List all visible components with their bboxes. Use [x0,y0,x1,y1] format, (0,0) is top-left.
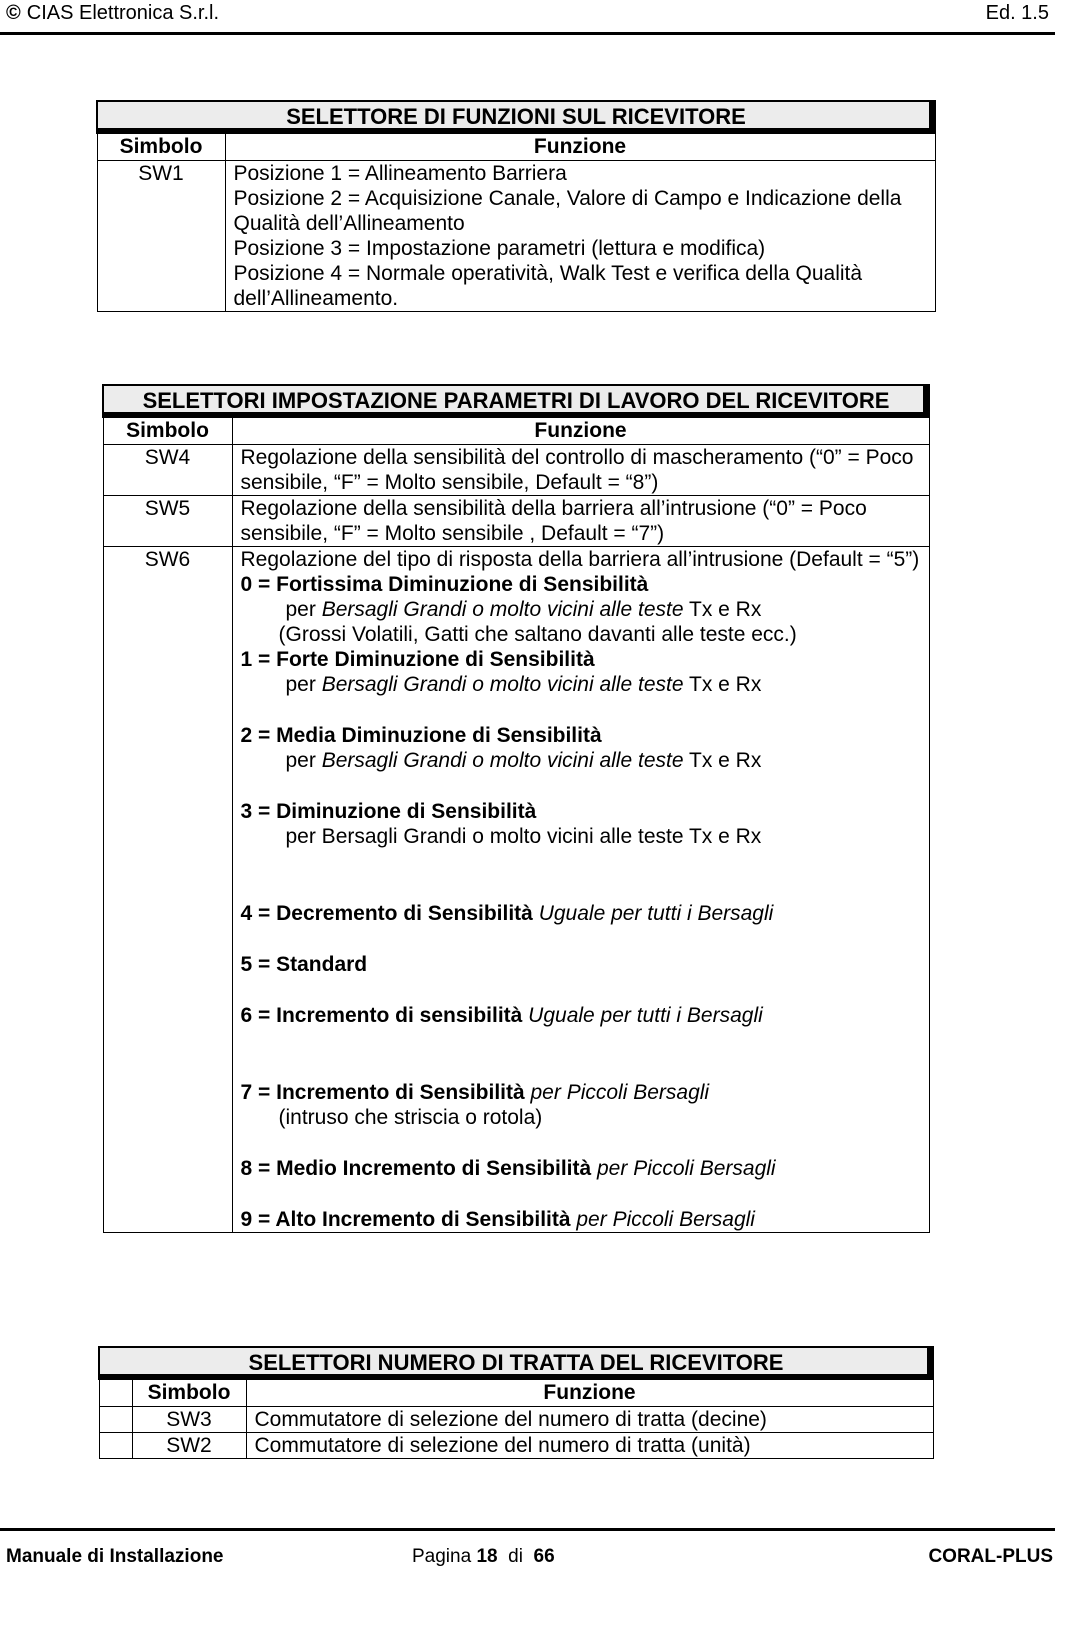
row-symbol: SW5 [103,496,232,547]
empty-column-header [99,1379,132,1407]
page-header-left [6,2,219,25]
row-function: Commutatore di selezione del numero di tratta (unità) [246,1433,933,1459]
copyright-symbol: © [6,2,21,24]
position-line: Posizione 1 = Allineamento Barriera [233,162,567,185]
column-header-symbol: Simbolo [97,133,225,161]
option-8: 8 = Medio Incremento di Sensibilità per Piccoli Bersagli [240,1157,776,1180]
footer-rule [0,1528,1055,1531]
option-2-title: 2 = Media Diminuzione di Sensibilità [240,724,602,747]
option-9: 9 = Alto Incremento di Sensibilità per Piccoli Bersagli [240,1208,755,1231]
table-title: SELETTORI IMPOSTAZIONE PARAMETRI DI LAVORO DEL RICEVITORE [103,385,929,417]
option-2-target: per Bersagli Grandi o molto vicini alle teste Tx e Rx [285,749,762,772]
row-symbol: SW4 [103,445,232,496]
row-function: Commutatore di selezione del numero di tratta (decine) [246,1407,933,1433]
table-row [99,1407,933,1433]
sw6-intro: Regolazione del tipo di risposta della barriera all’intrusione (Default = “5”) [240,548,920,571]
table-row [103,445,929,496]
option-5: 5 = Standard [240,953,368,976]
table-row [97,161,935,312]
option-0-note: (Grossi Volatili, Gatti che saltano davanti alle teste ecc.) [278,623,797,646]
table-row [103,547,929,1233]
option-0-target: per Bersagli Grandi o molto vicini alle teste Tx e Rx [285,598,762,621]
parameter-selector-table [102,384,930,1233]
position-line: Posizione 3 = Impostazione parametri (lettura e modifica) [233,237,766,260]
edition-label: Ed. 1.5 [985,2,1049,24]
option-0-title: 0 = Fortissima Diminuzione di Sensibilità [240,573,649,596]
option-3-target: per Bersagli Grandi o molto vicini alle teste Tx e Rx [285,825,762,848]
row-function [225,161,935,312]
empty-cell [99,1407,132,1433]
table-row [99,1433,933,1459]
manual-title: Manuale di Installazione [6,1546,224,1567]
column-header-symbol: Simbolo [103,417,232,445]
table-row [103,496,929,547]
product-name: CORAL-PLUS [928,1546,1053,1567]
row-symbol: SW2 [132,1433,246,1459]
row-symbol: SW3 [132,1407,246,1433]
option-4: 4 = Decremento di Sensibilità Uguale per tutti i Bersagli [240,902,774,925]
function-selector-table [96,100,936,312]
column-header-function: Funzione [225,133,935,161]
header-rule [0,32,1055,35]
row-symbol: SW6 [103,547,232,1233]
column-header-function: Funzione [232,417,929,445]
option-7-note: (intruso che striscia o rotola) [278,1106,543,1129]
table-title: SELETTORE DI FUNZIONI SUL RICEVITORE [97,101,935,133]
row-symbol: SW1 [97,161,225,312]
option-6: 6 = Incremento di sensibilità Uguale per tutti i Bersagli [240,1004,763,1027]
row-function: Regolazione della sensibilità della barriera all’intrusione (“0” = Poco sensibile, “F” = Molto sensibile , Default = “7”) [232,496,929,547]
option-1-title: 1 = Forte Diminuzione di Sensibilità [240,648,595,671]
row-function: Regolazione della sensibilità del controllo di mascheramento (“0” = Poco sensibile, “F” = Molto sensibile, Default = “8”) [232,445,929,496]
position-line: Posizione 2 = Acquisizione Canale, Valore di Campo e Indicazione della Qualità dell’Allineamento [233,187,902,235]
table-title: SELETTORI NUMERO DI TRATTA DEL RICEVITORE [99,1347,933,1379]
position-line: Posizione 4 = Normale operatività, Walk Test e verifica della Qualità dell’Allineamento. [233,262,863,310]
option-1-target: per Bersagli Grandi o molto vicini alle teste Tx e Rx [285,673,762,696]
route-number-selector-table [98,1346,934,1459]
column-header-symbol: Simbolo [132,1379,246,1407]
row-function [232,547,929,1233]
company-name: CIAS Elettronica S.r.l. [26,2,220,24]
page-number: Pagina 18 di 66 [412,1546,555,1567]
column-header-function: Funzione [246,1379,933,1407]
option-3-title: 3 = Diminuzione di Sensibilità [240,800,537,823]
empty-cell [99,1433,132,1459]
option-7: 7 = Incremento di Sensibilità per Piccoli Bersagli [240,1081,710,1104]
